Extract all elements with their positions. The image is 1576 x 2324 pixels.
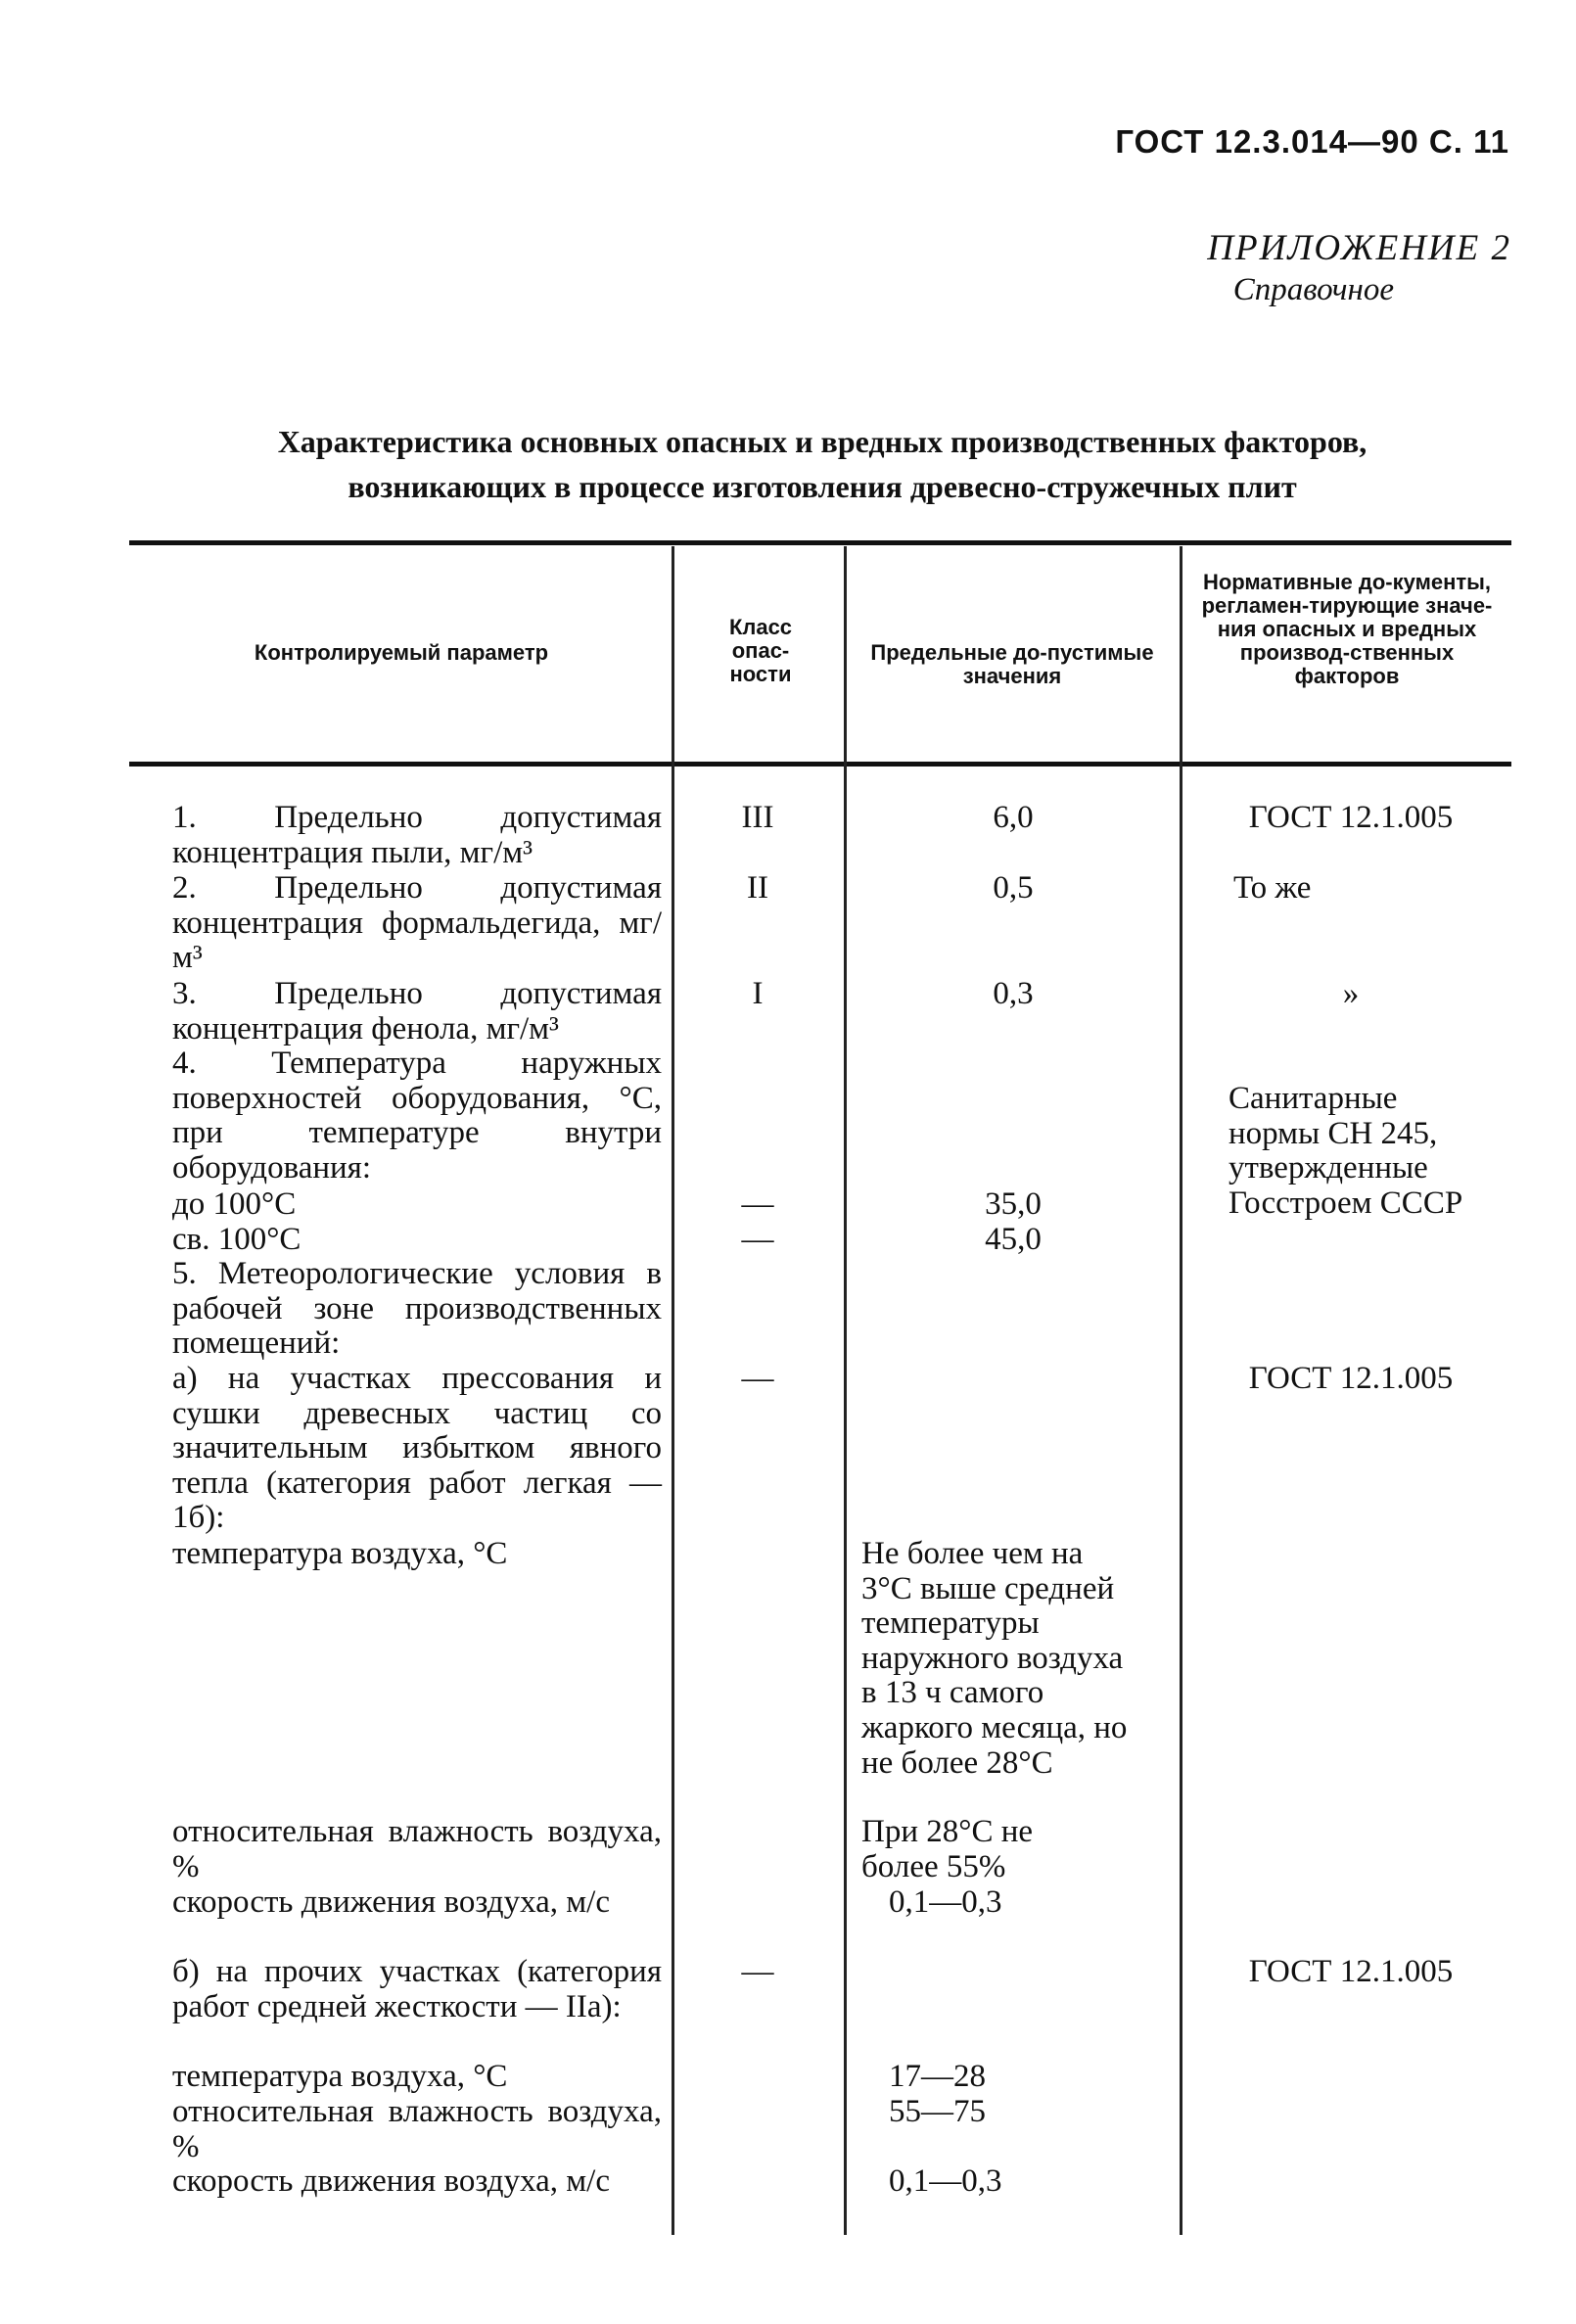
- row-4a-class: —: [741, 1186, 774, 1222]
- row-5b-class: —: [741, 1954, 774, 1989]
- appendix-title: ПРИЛОЖЕНИЕ 2: [1207, 228, 1511, 268]
- row-2-param: 2. Предельно допустимая концентрация формальдегида, мг/м³: [172, 870, 662, 976]
- row-5a-airspeed-limit: 0,1—0,3: [889, 1884, 1002, 1920]
- row-5b-param: б) на прочих участках (категория работ средней жесткости — IIа):: [172, 1954, 662, 2024]
- row-5b-airspeed-limit: 0,1—0,3: [889, 2163, 1002, 2199]
- row-4-doc: Санитарные нормы СН 245, утвержденные Госстроем СССР: [1228, 1081, 1463, 1221]
- row-4b-limit: 45,0: [985, 1222, 1042, 1257]
- row-5b-temp-param: температура воздуха, °С: [172, 2059, 508, 2094]
- row-5-param: 5. Метеорологические условия в рабочей зоне производственных помещений:: [172, 1256, 662, 1362]
- header-limit-values: Предельные до-пустимые значения: [870, 640, 1154, 688]
- row-1-class: III: [741, 800, 774, 835]
- column-divider-3: [1180, 546, 1182, 2235]
- row-1-param: 1. Предельно допустимая концентрация пыли, мг/м³: [172, 800, 662, 870]
- row-4a-limit: 35,0: [985, 1186, 1042, 1222]
- table-header-rule: [129, 762, 1511, 767]
- row-1-limit: 6,0: [993, 800, 1034, 835]
- row-5a-doc: ГОСТ 12.1.005: [1248, 1361, 1454, 1396]
- header-parameter: Контролируемый параметр: [254, 640, 549, 665]
- row-2-class: II: [747, 870, 768, 906]
- row-5b-humidity-limit: 55—75: [889, 2094, 986, 2129]
- row-4b-param: св. 100°С: [172, 1222, 301, 1257]
- row-2-limit: 0,5: [993, 870, 1034, 906]
- header-normative-docs: Нормативные до-кументы, регламен-тирующие значе-ния опасных и вредных производ-ственных факторов: [1201, 570, 1493, 688]
- row-5b-doc: ГОСТ 12.1.005: [1248, 1954, 1454, 1989]
- row-3-class: I: [752, 976, 764, 1011]
- row-5b-humidity-param: относительная влажность воздуха, %: [172, 2094, 662, 2164]
- row-3-limit: 0,3: [993, 976, 1034, 1011]
- row-5a-temp-param: температура воздуха, °С: [172, 1536, 508, 1571]
- row-5a-param: а) на участках прессования и сушки древесных частиц со значительным избытком явного тепла (категория работ легкая — 1б):: [172, 1361, 662, 1536]
- document-title-line-1: Характеристика основных опасных и вредных производственных факторов,: [277, 424, 1367, 459]
- header-hazard-class: Класс опас-ности: [728, 615, 793, 686]
- appendix-subtitle: Справочное: [1232, 272, 1394, 307]
- document-title-line-2: возникающих в процессе изготовления древесно-стружечных плит: [348, 469, 1297, 504]
- column-divider-1: [672, 546, 674, 2235]
- row-5a-temp-limit: Не более чем на 3°С выше средней температуры наружного воздуха в 13 ч самого жаркого месяца, но не более 28°С: [861, 1536, 1128, 1781]
- row-3-param: 3. Предельно допустимая концентрация фенола, мг/м³: [172, 976, 662, 1046]
- row-5b-temp-limit: 17—28: [889, 2059, 986, 2094]
- row-5a-humidity-param: относительная влажность воздуха, %: [172, 1814, 662, 1884]
- row-5a-airspeed-param: скорость движения воздуха, м/с: [172, 1884, 610, 1920]
- row-4a-param: до 100°С: [172, 1186, 297, 1222]
- row-5a-humidity-limit: При 28°С не более 55%: [861, 1814, 1034, 1884]
- table-top-rule: [129, 540, 1511, 545]
- page-header: ГОСТ 12.3.014—90 С. 11: [1115, 123, 1509, 160]
- row-4-param: 4. Температура наружных поверхностей оборудования, °С, при температуре внутри оборудования:: [172, 1046, 662, 1185]
- column-divider-2: [844, 546, 847, 2235]
- row-2-doc: То же: [1233, 870, 1312, 906]
- row-4b-class: —: [741, 1222, 774, 1257]
- row-5a-class: —: [741, 1361, 774, 1396]
- row-3-doc: »: [1342, 976, 1360, 1011]
- row-5b-airspeed-param: скорость движения воздуха, м/с: [172, 2163, 610, 2199]
- row-1-doc: ГОСТ 12.1.005: [1248, 800, 1454, 835]
